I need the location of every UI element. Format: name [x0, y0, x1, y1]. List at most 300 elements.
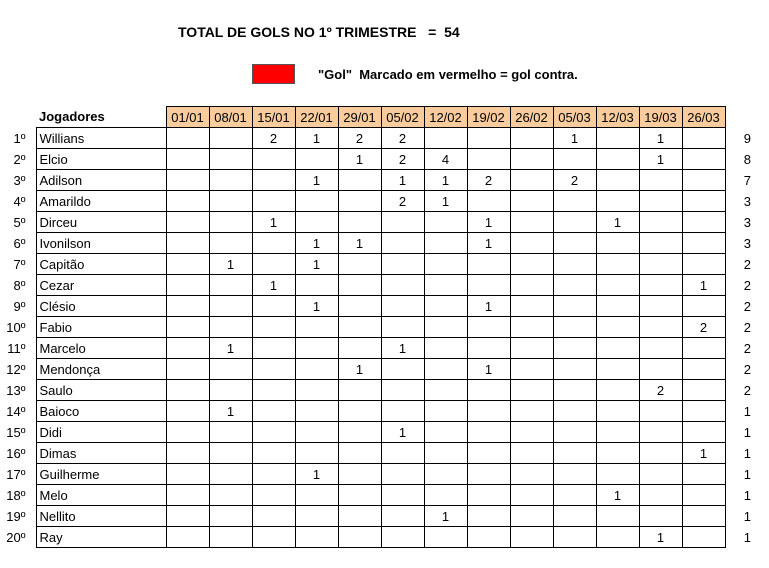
goal-cell [553, 338, 596, 359]
goal-cell [553, 359, 596, 380]
goal-cell [553, 527, 596, 548]
goal-cell [639, 464, 682, 485]
table-row [0, 170, 751, 191]
rank-header [0, 107, 36, 128]
goal-cell [682, 296, 725, 317]
goal-cell: 1 [596, 212, 639, 233]
goal-cell: 2 [467, 170, 510, 191]
goal-cell: 1 [338, 149, 381, 170]
goal-cell [295, 359, 338, 380]
goal-cell [639, 317, 682, 338]
goal-cell [682, 464, 725, 485]
goal-cell [596, 275, 639, 296]
player-name-cell: Didi [36, 422, 166, 443]
player-name-cell: Clésio [36, 296, 166, 317]
goal-cell [424, 128, 467, 149]
goal-cell [682, 422, 725, 443]
goal-cell [639, 443, 682, 464]
goal-cell [510, 401, 553, 422]
goal-cell [596, 254, 639, 275]
goal-cell [467, 338, 510, 359]
total-cell: 2 [743, 298, 751, 314]
total-cell: 2 [743, 361, 751, 377]
goal-cell [467, 401, 510, 422]
table-row [0, 275, 751, 296]
goal-cell [553, 149, 596, 170]
rank-cell: 4º [13, 193, 26, 209]
spacer [725, 254, 741, 275]
goal-cell: 1 [596, 485, 639, 506]
goal-cell: 1 [381, 170, 424, 191]
goal-cell [424, 254, 467, 275]
goal-cell [166, 464, 209, 485]
goal-cell: 1 [467, 212, 510, 233]
goal-cell [381, 485, 424, 506]
goal-cell [467, 422, 510, 443]
goal-cell [338, 506, 381, 527]
goal-cell [381, 254, 424, 275]
goal-cell [166, 380, 209, 401]
goal-cell [510, 149, 553, 170]
goal-cell [682, 149, 725, 170]
total-cell: 1 [743, 508, 751, 524]
player-name-cell: Elcio [36, 149, 166, 170]
goal-cell: 2 [682, 317, 725, 338]
goal-cell [596, 506, 639, 527]
goal-cell [252, 506, 295, 527]
rank-cell: 2º [13, 151, 26, 167]
goal-cell [596, 380, 639, 401]
goal-cell [682, 170, 725, 191]
total-cell: 9 [743, 130, 751, 146]
goal-cell [209, 212, 252, 233]
table-row [0, 443, 751, 464]
goal-cell [510, 233, 553, 254]
goal-cell [338, 464, 381, 485]
goal-cell [639, 422, 682, 443]
table-row [0, 359, 751, 380]
table-body [0, 128, 751, 548]
goal-cell [381, 443, 424, 464]
goal-cell [510, 485, 553, 506]
date-header: 22/01 [295, 107, 338, 128]
goal-cell [510, 275, 553, 296]
goal-cell: 4 [424, 149, 467, 170]
goal-cell [510, 527, 553, 548]
goal-cell [639, 401, 682, 422]
goal-cell: 1 [553, 128, 596, 149]
goal-cell [166, 527, 209, 548]
goal-cell [510, 317, 553, 338]
goal-cell [553, 233, 596, 254]
goal-cell [424, 317, 467, 338]
rank-cell: 20º [6, 529, 26, 545]
goal-cell [553, 380, 596, 401]
spacer [725, 401, 741, 422]
goal-cell [639, 359, 682, 380]
total-cell: 3 [743, 214, 751, 230]
table-row [0, 485, 751, 506]
goal-cell [510, 254, 553, 275]
goal-cell [639, 296, 682, 317]
table-row [0, 317, 751, 338]
goal-cell [596, 296, 639, 317]
page-title: TOTAL DE GOLS NO 1º TRIMESTRE = 54 [178, 24, 460, 40]
goal-cell [166, 275, 209, 296]
goal-cell [252, 527, 295, 548]
goal-cell [252, 380, 295, 401]
goal-cell [510, 359, 553, 380]
goal-cell [209, 485, 252, 506]
goal-cell [381, 296, 424, 317]
goal-cell [252, 401, 295, 422]
goal-cell [639, 506, 682, 527]
goal-cell [295, 149, 338, 170]
goal-cell [338, 170, 381, 191]
goal-cell [467, 317, 510, 338]
total-cell: 1 [743, 529, 751, 545]
goal-cell [510, 191, 553, 212]
goal-cell [553, 464, 596, 485]
goal-cell [553, 443, 596, 464]
legend-text: "Gol" Marcado em vermelho = gol contra. [318, 67, 578, 82]
goal-cell [596, 149, 639, 170]
goal-cell [639, 212, 682, 233]
goal-cell [424, 401, 467, 422]
spacer [725, 506, 741, 527]
goal-cell: 1 [682, 443, 725, 464]
goal-cell [338, 380, 381, 401]
rank-cell: 14º [6, 403, 26, 419]
goal-cell [252, 296, 295, 317]
player-name-cell: Amarildo [36, 191, 166, 212]
goal-cell [295, 380, 338, 401]
goal-cell [295, 527, 338, 548]
total-cell: 8 [743, 151, 751, 167]
spacer [725, 149, 741, 170]
goal-cell: 1 [682, 275, 725, 296]
goal-cell [424, 233, 467, 254]
goal-cell [209, 317, 252, 338]
date-header: 15/01 [252, 107, 295, 128]
goal-cell [424, 380, 467, 401]
rank-cell: 3º [13, 172, 26, 188]
goal-cell [424, 275, 467, 296]
goal-cell [510, 338, 553, 359]
goal-cell [295, 485, 338, 506]
spacer [725, 128, 741, 149]
goal-cell [510, 380, 553, 401]
player-name-cell: Guilherme [36, 464, 166, 485]
goal-cell [166, 443, 209, 464]
goal-cell [682, 254, 725, 275]
goal-cell [381, 464, 424, 485]
goal-cell [467, 506, 510, 527]
goal-cell [510, 212, 553, 233]
goal-cell [209, 443, 252, 464]
goal-cell [338, 254, 381, 275]
own-goal-color-swatch [252, 64, 295, 84]
goal-cell: 2 [553, 170, 596, 191]
goal-cell [295, 191, 338, 212]
goal-cell [639, 338, 682, 359]
goal-cell [166, 191, 209, 212]
table-row [0, 464, 751, 485]
goal-cell [209, 170, 252, 191]
player-name-cell: Capitão [36, 254, 166, 275]
goal-cell [166, 485, 209, 506]
goal-cell [682, 212, 725, 233]
date-header: 08/01 [209, 107, 252, 128]
goal-cell [166, 296, 209, 317]
goal-cell [639, 275, 682, 296]
goal-cell [424, 527, 467, 548]
total-cell: 1 [743, 487, 751, 503]
goal-cell [381, 380, 424, 401]
goal-cell [553, 401, 596, 422]
goal-cell [166, 359, 209, 380]
goal-cell [338, 527, 381, 548]
date-header: 05/03 [553, 107, 596, 128]
goal-cell [209, 128, 252, 149]
goal-cell [209, 233, 252, 254]
rank-cell: 8º [13, 277, 26, 293]
goal-cell [381, 527, 424, 548]
goal-cell [252, 359, 295, 380]
goal-cell [596, 443, 639, 464]
goal-cell [510, 170, 553, 191]
date-header: 01/01 [166, 107, 209, 128]
player-name-cell: Fabio [36, 317, 166, 338]
goal-cell: 1 [209, 254, 252, 275]
goal-cell [467, 191, 510, 212]
goal-cell [639, 170, 682, 191]
date-header: 12/03 [596, 107, 639, 128]
goal-cell: 1 [381, 422, 424, 443]
spacer [725, 338, 741, 359]
goal-cell [510, 443, 553, 464]
goal-cell [209, 149, 252, 170]
goal-cell: 1 [295, 170, 338, 191]
rank-cell: 9º [13, 298, 26, 314]
goal-cell [166, 422, 209, 443]
goal-cell: 2 [381, 149, 424, 170]
goal-cell [682, 401, 725, 422]
goal-cell [252, 233, 295, 254]
goal-cell [682, 233, 725, 254]
goal-cell [209, 506, 252, 527]
player-name-cell: Mendonça [36, 359, 166, 380]
goal-cell [639, 254, 682, 275]
goal-cell [596, 422, 639, 443]
goal-cell [682, 485, 725, 506]
goal-cell [467, 527, 510, 548]
table-row [0, 527, 751, 548]
rank-cell: 19º [6, 508, 26, 524]
goal-cell [338, 212, 381, 233]
total-cell: 3 [743, 193, 751, 209]
spacer [725, 296, 741, 317]
goal-cell [252, 149, 295, 170]
goal-cell [424, 464, 467, 485]
players-header: Jogadores [39, 109, 105, 125]
total-cell: 3 [743, 235, 751, 251]
goal-cell: 2 [381, 191, 424, 212]
total-cell: 2 [743, 319, 751, 335]
goal-cell [510, 422, 553, 443]
goal-cell [295, 443, 338, 464]
table-row [0, 380, 751, 401]
goal-cell: 2 [381, 128, 424, 149]
rank-cell: 7º [13, 256, 26, 272]
spacer [725, 191, 741, 212]
goal-cell [381, 506, 424, 527]
player-name-cell: Melo [36, 485, 166, 506]
goal-cell: 2 [338, 128, 381, 149]
player-name-cell: Ivonilson [36, 233, 166, 254]
goal-cell [338, 191, 381, 212]
goal-cell [553, 254, 596, 275]
goal-cell [209, 296, 252, 317]
goal-cell: 1 [424, 170, 467, 191]
rank-cell: 16º [6, 445, 26, 461]
goal-cell [252, 317, 295, 338]
rank-cell: 10º [6, 319, 26, 335]
goal-cell: 1 [467, 233, 510, 254]
goal-cell [467, 149, 510, 170]
goal-cell [209, 191, 252, 212]
goal-cell [209, 464, 252, 485]
goal-cell [166, 254, 209, 275]
date-header: 12/02 [424, 107, 467, 128]
goal-cell [209, 275, 252, 296]
player-name-cell: Ray [36, 527, 166, 548]
goal-cell: 1 [467, 359, 510, 380]
goal-cell [252, 464, 295, 485]
goal-cell [596, 464, 639, 485]
goal-cell [252, 170, 295, 191]
goal-cell [338, 338, 381, 359]
total-header [741, 107, 751, 128]
player-name-cell: Nellito [36, 506, 166, 527]
goal-cell [338, 317, 381, 338]
goal-cell [166, 506, 209, 527]
goal-cell [596, 338, 639, 359]
goal-cell [467, 380, 510, 401]
goal-cell [639, 233, 682, 254]
goal-cell: 1 [295, 254, 338, 275]
goal-cell [596, 170, 639, 191]
table-row [0, 506, 751, 527]
goal-cell [682, 338, 725, 359]
goal-cell [596, 401, 639, 422]
goal-cell: 1 [252, 275, 295, 296]
goal-cell: 2 [639, 380, 682, 401]
goal-cell [338, 296, 381, 317]
total-cell: 1 [743, 445, 751, 461]
goal-cell [295, 422, 338, 443]
goals-table [0, 106, 752, 548]
table-row [0, 338, 751, 359]
goal-cell [596, 359, 639, 380]
rank-cell: 6º [13, 235, 26, 251]
rank-cell: 17º [6, 466, 26, 482]
date-header: 26/02 [510, 107, 553, 128]
goal-cell: 1 [295, 233, 338, 254]
goal-cell [295, 212, 338, 233]
goal-cell [338, 443, 381, 464]
goal-cell [682, 191, 725, 212]
goal-cell: 1 [252, 212, 295, 233]
player-name-cell: Baioco [36, 401, 166, 422]
goal-cell: 1 [295, 464, 338, 485]
rank-cell: 13º [6, 382, 26, 398]
goal-cell: 1 [338, 359, 381, 380]
goal-cell [166, 401, 209, 422]
goal-cell [553, 275, 596, 296]
spacer [725, 443, 741, 464]
goal-cell [166, 233, 209, 254]
goal-cell [166, 170, 209, 191]
goal-cell [424, 296, 467, 317]
spacer [725, 275, 741, 296]
goal-cell [166, 128, 209, 149]
date-header: 19/03 [639, 107, 682, 128]
goal-cell [510, 296, 553, 317]
goal-cell [467, 485, 510, 506]
goal-cell [553, 317, 596, 338]
goal-cell [295, 338, 338, 359]
player-name-cell: Willians [36, 128, 166, 149]
goal-cell [209, 422, 252, 443]
goal-cell [467, 443, 510, 464]
goal-cell [252, 422, 295, 443]
total-cell: 2 [743, 340, 751, 356]
goal-cell [252, 254, 295, 275]
goal-cell [596, 191, 639, 212]
date-header: 26/03 [682, 107, 725, 128]
goal-cell [338, 275, 381, 296]
goal-cell [381, 233, 424, 254]
spacer [725, 380, 741, 401]
goal-cell: 1 [424, 506, 467, 527]
goal-cell [252, 191, 295, 212]
goal-cell [166, 338, 209, 359]
player-name-cell: Marcelo [36, 338, 166, 359]
goal-cell [510, 464, 553, 485]
goal-cell [295, 275, 338, 296]
player-name-cell: Dimas [36, 443, 166, 464]
table-row [0, 296, 751, 317]
goal-cell [639, 191, 682, 212]
goal-cell [467, 254, 510, 275]
goal-cell: 1 [424, 191, 467, 212]
total-cell: 2 [743, 256, 751, 272]
table-row [0, 149, 751, 170]
table-row [0, 422, 751, 443]
goal-cell [424, 212, 467, 233]
total-cell: 2 [743, 277, 751, 293]
goal-cell [252, 485, 295, 506]
goal-cell [381, 359, 424, 380]
goal-cell [338, 485, 381, 506]
total-cell: 1 [743, 466, 751, 482]
goal-cell: 1 [295, 296, 338, 317]
spacer [725, 107, 741, 128]
rank-cell: 12º [6, 361, 26, 377]
goal-cell [467, 128, 510, 149]
rank-cell: 1º [13, 130, 26, 146]
